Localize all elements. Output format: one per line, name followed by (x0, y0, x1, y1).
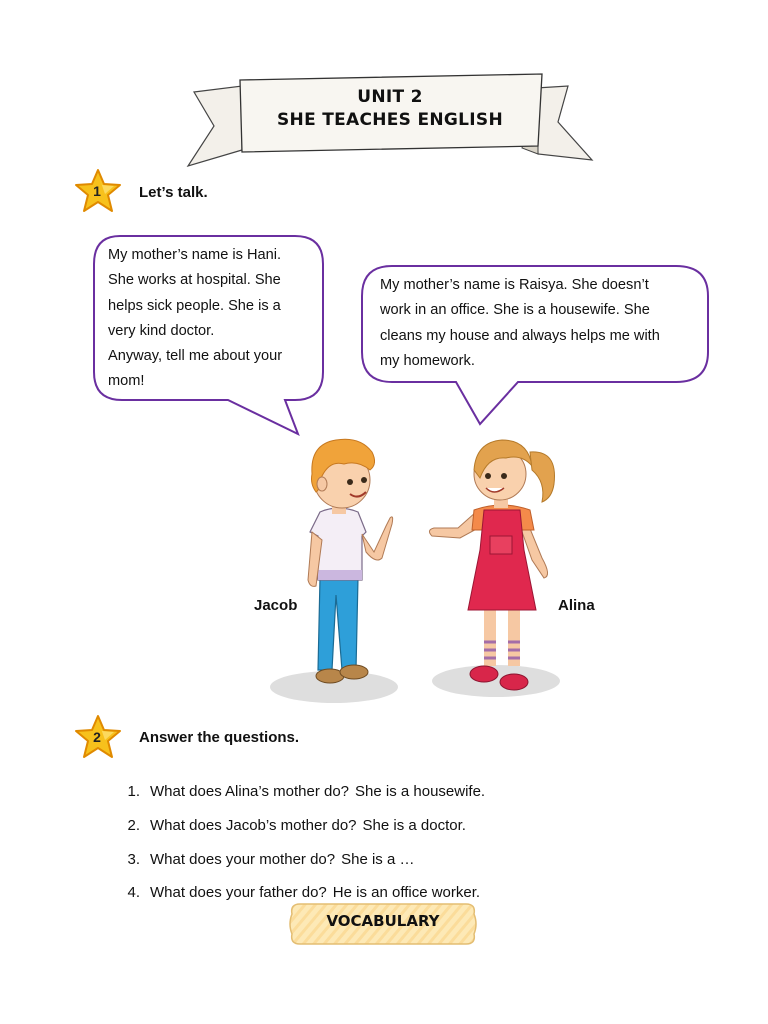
question-number: 2. (127, 817, 140, 835)
question-text: What does Jacob’s mother do? (150, 817, 357, 835)
answer-text: She is a … (341, 850, 415, 868)
character-name-alina: Alina (558, 597, 595, 614)
answer-text: He is an office worker. (332, 884, 481, 902)
section-number: 1 (93, 183, 101, 199)
bubble-right-text (380, 273, 710, 374)
girl-figure (429, 440, 554, 690)
section-heading: Answer the questions. (139, 729, 300, 746)
bubble-line: Anyway, tell me about your (108, 348, 283, 365)
answer-text: She is a housewife. (355, 783, 486, 801)
unit-number: UNIT 2 (357, 87, 423, 107)
question-text: What does your father do? (150, 884, 327, 902)
question-item (112, 809, 672, 843)
question-list (112, 775, 672, 910)
bubble-line: helps sick people. She is a (108, 297, 281, 314)
question-number: 1. (127, 783, 140, 801)
section-number: 2 (93, 729, 101, 745)
boy-figure (308, 439, 393, 683)
answer-text: She is a doctor. (362, 817, 466, 835)
section-heading: Let’s talk. (139, 184, 208, 201)
bubble-line: very kind doctor. (108, 322, 215, 339)
question-item (112, 842, 672, 876)
bubble-line: My mother’s name is Hani. (108, 247, 282, 263)
bubble-line: mom! (108, 373, 145, 390)
bubble-line: cleans my house and always helps me with (380, 327, 660, 344)
bubble-line: work in an office. She is a housewife. She (380, 302, 650, 319)
bubble-line: She works at hospital. She (108, 272, 281, 289)
unit-title (240, 86, 540, 132)
vocabulary-label: VOCABULARY (326, 912, 440, 930)
question-item (112, 775, 672, 809)
bubble-line: My mother’s name is Raisya. She doesn’t (380, 277, 649, 293)
question-number: 4. (127, 884, 140, 902)
unit-name: SHE TEACHES ENGLISH (277, 110, 503, 130)
bubble-left-text (108, 243, 323, 395)
question-text: What does your mother do? (150, 850, 336, 868)
question-text: What does Alina’s mother do? (150, 783, 350, 801)
character-name-jacob: Jacob (254, 597, 298, 614)
bubble-line: my homework. (380, 352, 475, 369)
question-number: 3. (127, 850, 140, 868)
children-illustration (262, 430, 572, 710)
